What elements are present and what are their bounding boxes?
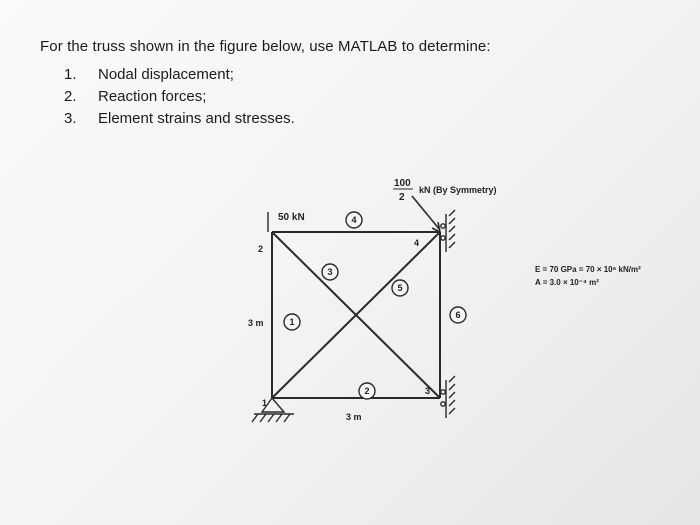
dimension-width: 3 m	[346, 412, 362, 422]
load-top-suffix: kN (By Symmetry)	[419, 185, 497, 195]
task-number: 2.	[64, 88, 77, 105]
task-number: 1.	[64, 66, 77, 83]
node-label: 4	[414, 238, 420, 248]
node-label: 2	[258, 244, 264, 254]
problem-heading: For the truss shown in the figure below, use MATLAB to determine:	[40, 38, 491, 55]
property-area: A = 3.0 × 10⁻⁴ m²	[535, 278, 599, 287]
wall-support-icon	[441, 210, 455, 252]
property-modulus: E = 70 GPa = 70 × 10⁶ kN/m²	[535, 265, 641, 274]
load-arrow	[412, 196, 440, 232]
load-left-label: 50 kN	[278, 212, 305, 223]
element-label: 4	[351, 215, 357, 225]
task-text: Element strains and stresses.	[98, 110, 295, 127]
task-text: Reaction forces;	[98, 88, 207, 105]
node-label: 1	[262, 398, 268, 408]
load-top-denominator: 2	[399, 192, 405, 203]
load-top-numerator: 100	[394, 178, 411, 189]
pin-support-icon	[252, 398, 294, 422]
element-label: 1	[289, 317, 295, 327]
element-label: 2	[364, 386, 370, 396]
task-text: Nodal displacement;	[98, 66, 234, 83]
element-label: 3	[327, 267, 333, 277]
node-label: 3	[425, 386, 431, 396]
element-label: 5	[397, 283, 403, 293]
element-label: 6	[455, 310, 461, 320]
dimension-height: 3 m	[248, 318, 264, 328]
wall-support-icon	[441, 376, 455, 418]
task-number: 3.	[64, 110, 77, 127]
